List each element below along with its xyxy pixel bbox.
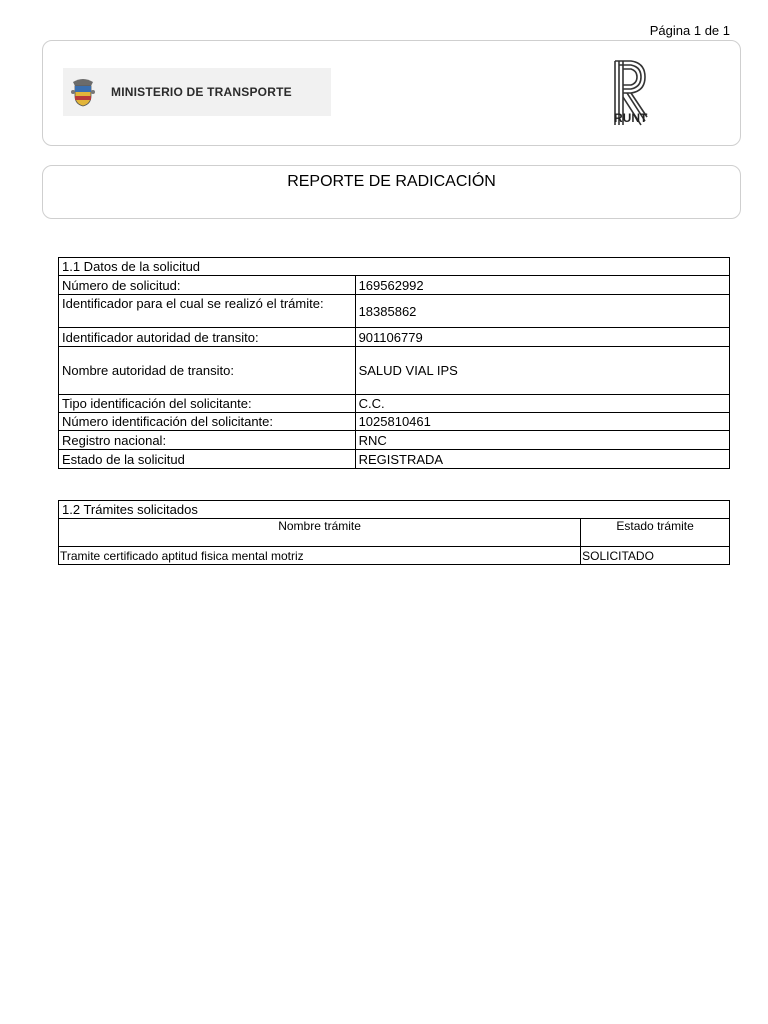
request-data-table [58, 257, 730, 469]
section-heading-row [59, 258, 730, 276]
page-number: Página 1 de 1 [649, 23, 730, 38]
table-row [59, 413, 730, 431]
field-label: Identificador para el cual se realizó el trámite: [59, 295, 356, 328]
field-label: Número identificación del solicitante: [59, 413, 356, 431]
table-row [59, 450, 730, 469]
table-row [59, 547, 730, 565]
ministry-name: MINISTERIO DE TRANSPORTE [111, 85, 292, 99]
procedure-status: SOLICITADO [581, 547, 730, 565]
title-box [42, 165, 741, 219]
field-value: 901106779 [355, 328, 729, 347]
field-value: RNC [355, 431, 729, 450]
table-row [59, 395, 730, 413]
field-label: Estado de la solicitud [59, 450, 356, 469]
field-label: Número de solicitud: [59, 276, 356, 295]
field-value: 169562992 [355, 276, 729, 295]
ministry-logo [63, 68, 331, 116]
field-label: Identificador autoridad de transito: [59, 328, 356, 347]
column-header: Nombre trámite [59, 519, 581, 547]
field-label: Registro nacional: [59, 431, 356, 450]
procedure-name: Tramite certificado aptitud fisica mental motriz [59, 547, 581, 565]
table-row [59, 347, 730, 395]
table-row [59, 431, 730, 450]
runt-label: RUNT [614, 111, 648, 125]
table-row [59, 295, 730, 328]
table-row [59, 328, 730, 347]
coat-of-arms-icon [69, 76, 97, 108]
field-value: REGISTRADA [355, 450, 729, 469]
field-value: C.C. [355, 395, 729, 413]
report-title: REPORTE DE RADICACIÓN [287, 173, 496, 190]
column-header: Estado trámite [581, 519, 730, 547]
table-header-row [59, 519, 730, 547]
procedures-table [58, 500, 730, 565]
field-value: SALUD VIAL IPS [355, 347, 729, 395]
table-row [59, 276, 730, 295]
header-box [42, 40, 741, 146]
field-label: Tipo identificación del solicitante: [59, 395, 356, 413]
section-heading: 1.1 Datos de la solicitud [59, 258, 730, 276]
section-heading: 1.2 Trámites solicitados [59, 501, 730, 519]
section-heading-row [59, 501, 730, 519]
field-label: Nombre autoridad de transito: [59, 347, 356, 395]
field-value: 18385862 [355, 295, 729, 328]
field-value: 1025810461 [355, 413, 729, 431]
